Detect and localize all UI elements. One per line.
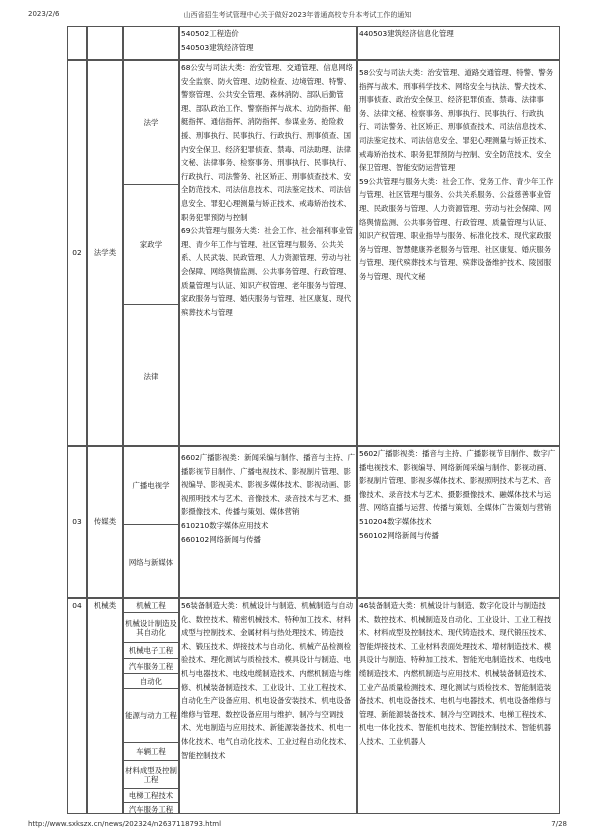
subject-cell [123, 26, 179, 60]
subject-cell: 机械工程 [124, 599, 178, 613]
category-cell [87, 26, 123, 60]
print-date: 2023/2/6 [28, 10, 60, 18]
subject-cell: 家政学 [124, 185, 178, 305]
subject-group [123, 60, 179, 446]
subject-cell: 电梯工程技术 [124, 789, 178, 803]
page-number: 7/28 [551, 820, 567, 828]
row-number: 02 [67, 60, 87, 446]
majors-table [67, 26, 560, 814]
subject-cell: 机械设计制造及其自动化 [124, 613, 178, 643]
subject-cell: 材料成型及控制工程 [124, 761, 178, 789]
subject-cell: 广播电视学 [124, 447, 178, 525]
subject-cell: 网络与新媒体 [128, 557, 174, 567]
old-catalog-majors: 540502工程造价 540503建筑经济管理 [179, 26, 357, 60]
old-catalog-majors: 6602广播影视类：新闻采编与制作、播音与主持、广播影视节目制作、广播电视技术、影视制片管理、影视编导、影视美术、影视多媒体技术、影视动画、影视照明技术与艺术、音像技术、录音技术与艺术、摄影摄像技术、传播与策划、媒体营销 610210数字媒体应用技术 660102网络新闻与传播 [179, 446, 357, 598]
new-catalog-majors: 46装备制造大类：机械设计与制造、数字化设计与制造技术、数控技术、机械制造及自动化、工业设计、工业工程技术、材料成型及控制技术、现代铸造技术、现代锻压技术、智能焊接技术、工业材料表面处理技术、增材制造技术、模具设计与制造、特种加工技术、智能光电制造技术、电线电缆制造技术、内燃机制造与应用技术、机械装备制造技术、工业产品质量检测技术、理化测试与质检技术、智能制造装备技术、机电设备技术、电机与电器技术、机电设备维修与管理、新能源装备技术、制冷与空调技术、电梯工程技术、机电一体化技术、智能机电技术、智能控制技术、智能机器人技术、工业机器人 [357, 598, 560, 814]
new-catalog-majors: 440503建筑经济信息化管理 [357, 26, 560, 60]
subject-cell: 自动化 [124, 674, 178, 689]
subject-cell: 法律 [143, 371, 159, 381]
page-url[interactable]: http://www.sxkszx.cn/news/202324/n2637118793.html [28, 820, 222, 828]
subject-cell: 能源与动力工程 [124, 689, 178, 743]
new-catalog-majors: 58公安与司法大类：治安管理、道路交通管理、特警、警务指挥与战术、刑事科学技术、网络安全与执法、警犬技术、刑事侦查、政治安全保卫、经济犯罪侦查、禁毒、法律事务、法律文秘、检察事务、刑事执行、民事执行、行政执行、司法警务、社区矫正、刑事侦查技术、司法信息技术、司法鉴定技术、司法信息安全、罪犯心理测量与矫正技术、戒毒矫治技术、职务犯罪预防与控制、安全防范技术、安全保卫管理、智能安防运营管理 59公共管理与服务大类：社会工作、党务工作、青少年工作与管理、社区管理与服务、公共关系服务、公益慈善事业管理、民政服务与管理、人力资源管理、劳动与社会保障、网络舆情监测、公共事务管理、行政管理、质量管理与认证、知识产权管理、职业指导与服务、标准化技术、现代家政服务与管理、智慧健康养老服务与管理、社区康复、婚庆服务与管理、现代殡葬技术与管理、殡葬设备维护技术、陵园服务与管理、现代文秘 [357, 60, 560, 446]
old-catalog-majors: 68公安与司法大类：治安管理、交通管理、信息网络安全监察、防火管理、边防检查、边境管理、特警、警察管理、公共安全管理、森林消防、部队后勤管理、部队政治工作、警察指挥与战术、边防指挥、船艇指挥、通信指挥、消防指挥、参谋业务、抢险救援、刑事执行、民事执行、行政执行、刑事侦查、国内安全保卫、经济犯罪侦查、禁毒、司法助理、法律文秘、法律事务、检察事务、刑事执行、民事执行、行政执行、司法警务、社区矫正、刑事侦查技术、安全防范技术、司法信息技术、司法鉴定技术、司法信息安全、罪犯心理测量与矫正技术、戒毒矫治技术、职务犯罪预防与控制 69公共管理与服务大类：社会工作、社会福利事业管理、青少年工作与管理、社区管理与服务、公共关系、人民武装、民政管理、人力资源管理、劳动与社会保障、网络舆情监测、公共事务管理、行政管理、质量管理与认证、知识产权管理、老年服务与管理、家政服务与管理、婚庆服务与管理、社区康复、现代殡葬技术与管理 [179, 60, 357, 446]
category-cell: 法学类 [87, 60, 123, 446]
subject-cell: 汽车服务工程 [124, 659, 178, 674]
row-number [67, 26, 87, 60]
subject-cell: 汽车服务工程 [128, 804, 174, 814]
subject-cell: 机械电子工程 [124, 643, 178, 659]
category-cell: 机械类 [87, 598, 123, 814]
category-cell: 传媒类 [87, 446, 123, 598]
document-title: 山西省招生考试管理中心关于做好2023年普通高校专升本考试工作的通知 [183, 11, 412, 19]
subject-cell: 法学 [124, 61, 178, 185]
subject-group [123, 598, 179, 814]
row-number: 03 [67, 446, 87, 598]
subject-cell: 车辆工程 [124, 743, 178, 761]
subject-group [123, 446, 179, 598]
print-header [0, 10, 595, 24]
row-number: 04 [67, 598, 87, 814]
new-catalog-majors: 5602广播影视类：播音与主持、广播影视节目制作、数字广播电视技术、影视编导、网络新闻采编与制作、影视动画、影视制片管理、影视多媒体技术、影视照明技术与艺术、音像技术、录音技术与艺术、摄影摄像技术、融媒体技术与运营、网络直播与运营、传播与策划、全媒体广告策划与营销 510204数字媒体技术 560102网络新闻与传播 [357, 446, 560, 598]
old-catalog-majors: 56装备制造大类：机械设计与制造、机械制造与自动化、数控技术、精密机械技术、特种加工技术、材料成型与控制技术、金属材料与热处理技术、铸造技术、锻压技术、焊接技术与自动化、机械产品检测检验技术、理化测试与质检技术、模具设计与制造、电机与电器技术、电线电缆制造技术、内燃机制造与维修、机械装备制造技术、工业设计、工业工程技术、自动化生产设备应用、机电设备安装技术、机电设备维修与管理、数控设备应用与维护、制冷与空调技术、光电制造与应用技术、新能源装备技术、机电一体化技术、电气自动化技术、工业过程自动化技术、智能控制技术 [179, 598, 357, 814]
